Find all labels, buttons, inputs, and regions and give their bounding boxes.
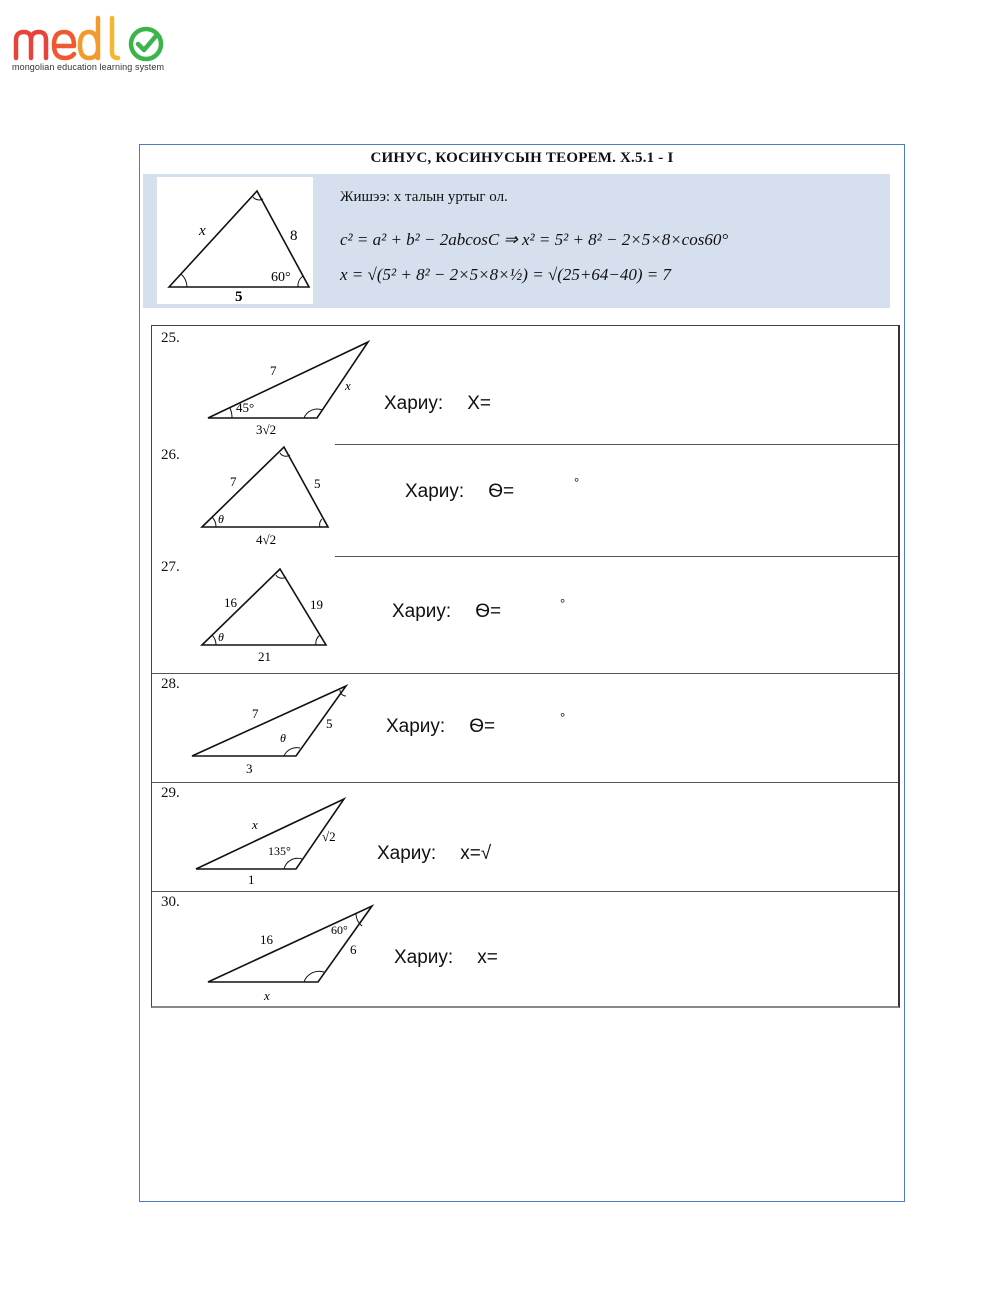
degree-symbol: ° xyxy=(560,710,566,725)
side-label: 7 xyxy=(270,363,277,378)
problem-number: 29. xyxy=(161,785,180,801)
problem-row-30 xyxy=(152,892,898,1005)
answer-label: Хариу: xyxy=(394,947,454,968)
answer-variable: X= xyxy=(467,393,491,414)
answer-label: Хариу: xyxy=(377,843,437,864)
problems-table xyxy=(151,325,900,1008)
problem-row-28 xyxy=(152,674,898,782)
problem-row-29 xyxy=(152,783,898,891)
triangle-diagram-29 xyxy=(192,795,362,889)
answer-label: Хариу: xyxy=(405,481,465,502)
example-side-5-label: 5 xyxy=(235,289,243,304)
logo-tagline: mongolian education learning system xyxy=(12,62,165,72)
answer-label: Хариу: xyxy=(384,393,444,414)
example-side-x-label: x xyxy=(199,223,206,239)
angle-label: θ xyxy=(218,630,224,644)
side-label: √2 xyxy=(322,829,336,844)
side-label: 7 xyxy=(252,706,259,721)
angle-label: 60° xyxy=(331,923,348,937)
degree-symbol: ° xyxy=(560,596,566,611)
problem-number: 28. xyxy=(161,676,180,692)
answer-field-28[interactable] xyxy=(386,716,495,738)
answer-field-29[interactable] xyxy=(377,843,491,865)
side-label: x xyxy=(345,378,351,393)
answer-field-26[interactable] xyxy=(405,481,514,503)
triangle-diagram-27 xyxy=(198,565,338,669)
answer-label: Хариу: xyxy=(386,716,446,737)
side-label: 16 xyxy=(260,932,273,947)
triangle-diagram-30 xyxy=(204,904,374,1004)
side-label: 1 xyxy=(248,872,255,887)
problem-row-27 xyxy=(152,557,898,673)
angle-label: 45° xyxy=(236,400,255,415)
side-label: 3 xyxy=(246,761,253,776)
side-label: 7 xyxy=(230,474,237,489)
side-label: 5 xyxy=(326,716,333,731)
example-heading: Жишээ: x талын уртыг ол. xyxy=(340,189,508,205)
answer-variable: Ѳ= xyxy=(488,481,515,502)
worksheet-title: СИНУС, КОСИНУСЫН ТЕОРЕМ. X.5.1 - I xyxy=(370,150,674,166)
side-label: 16 xyxy=(224,595,237,610)
worksheet-frame xyxy=(139,144,905,1202)
side-label: 5 xyxy=(314,476,321,491)
example-block xyxy=(143,174,890,308)
triangle-diagram-26 xyxy=(198,445,338,551)
answer-field-27[interactable] xyxy=(392,601,501,623)
answer-variable: Ѳ= xyxy=(475,601,502,622)
answer-variable: x=√ xyxy=(460,843,492,864)
answer-variable: x= xyxy=(477,947,498,968)
example-triangle-diagram xyxy=(157,177,313,304)
side-label: 3√2 xyxy=(256,422,277,437)
example-formula-2: x = √(5² + 8² − 2×5×8×½) = √(25+64−40) = 7 xyxy=(340,265,672,284)
example-formula-1: c² = a² + b² − 2abcosC ⇒ x² = 5² + 8² − 2×5×8×cos60° xyxy=(340,230,729,249)
side-label: x xyxy=(252,817,258,832)
answer-field-25[interactable] xyxy=(384,393,491,415)
example-figure xyxy=(157,177,313,304)
triangle-diagram-25 xyxy=(204,338,384,446)
triangle-diagram-28 xyxy=(188,682,358,780)
problem-row-25 xyxy=(152,326,898,444)
degree-symbol: ° xyxy=(574,475,580,490)
example-angle-label: 60° xyxy=(271,270,291,285)
example-side-8-label: 8 xyxy=(290,228,298,244)
problem-row-26 xyxy=(152,445,898,556)
side-label: 6 xyxy=(350,942,357,957)
side-label: 21 xyxy=(258,649,271,664)
answer-variable: Ѳ= xyxy=(469,716,496,737)
side-label: 19 xyxy=(310,597,323,612)
answer-field-30[interactable] xyxy=(394,947,498,969)
angle-label: θ xyxy=(218,512,224,526)
problem-number: 27. xyxy=(161,559,180,575)
side-label: 4√2 xyxy=(256,532,277,547)
angle-label: θ xyxy=(280,731,286,745)
problem-number: 25. xyxy=(161,330,180,346)
answer-label: Хариу: xyxy=(392,601,452,622)
problem-number: 30. xyxy=(161,894,180,910)
problem-number: 26. xyxy=(161,447,180,463)
angle-label: 135° xyxy=(268,844,291,858)
side-label: x xyxy=(264,988,270,1003)
